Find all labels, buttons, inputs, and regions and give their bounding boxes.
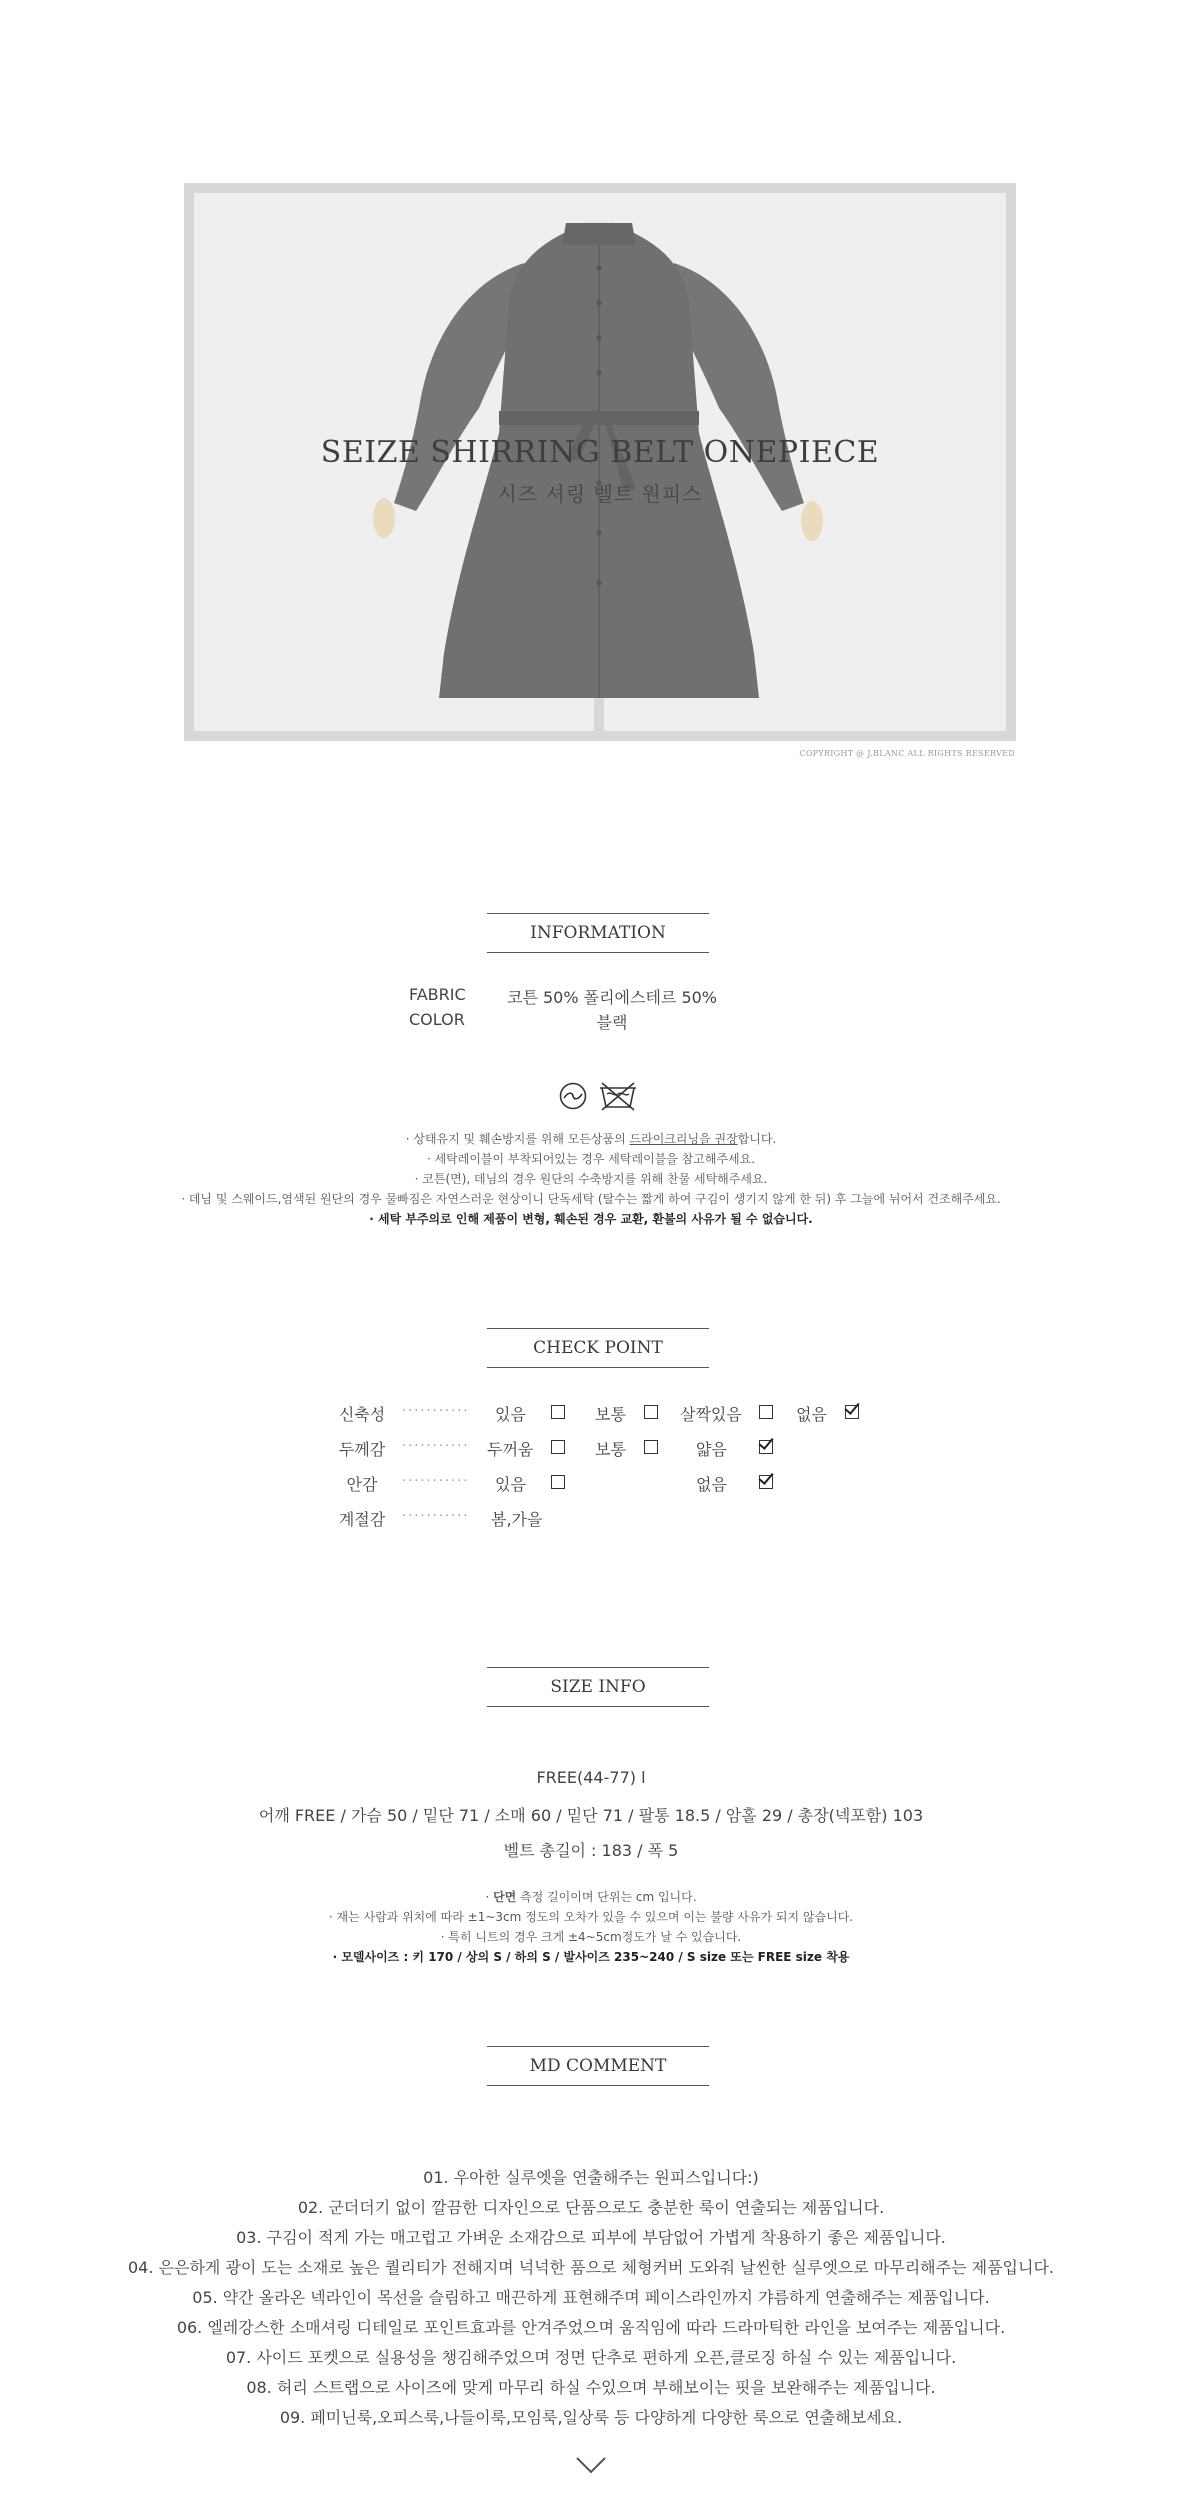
dots-separator: ··········· [402, 1474, 470, 1489]
checkbox[interactable] [551, 1405, 565, 1419]
md-comment-line: 07. 사이드 포켓으로 실용성을 챙김해주었으며 정면 단추로 편하게 오픈,클로징 하실 수 있는 제품입니다. [225, 2348, 957, 2367]
size-measurements: 어깨 FREE / 가슴 50 / 밑단 71 / 소매 60 / 밑단 71 / 팔통 18.5 / 암홀 29 / 총장(넥포함) 103 [258, 1806, 924, 1825]
lining-label: 안감 [346, 1475, 378, 1494]
checkbox[interactable] [644, 1440, 658, 1454]
belt-size: 벨트 총길이 : 183 / 폭 5 [503, 1841, 679, 1860]
option-label: 보통 [595, 1405, 626, 1424]
size-note-1: · 단면 측정 길이이며 단위는 cm 입니다. [485, 1890, 697, 1904]
checkbox-checked[interactable] [845, 1405, 859, 1419]
size-info-heading: SIZE INFO [487, 1667, 709, 1707]
fabric-label: FABRIC [409, 985, 466, 1004]
option-label: 있음 [495, 1405, 526, 1424]
checkbox[interactable] [759, 1405, 773, 1419]
md-comment-line: 05. 약간 올라온 넥라인이 목선을 슬림하고 매끈하게 표현해주며 페이스라인까지 갸름하게 연출해주는 제품입니다. [192, 2288, 990, 2307]
copyright-text: COPYRIGHT @ J.BLANC ALL RIGHTS RESERVED [799, 749, 1015, 758]
information-heading: INFORMATION [487, 913, 709, 953]
care-warning: · 세탁 부주의로 인해 제품이 변형, 훼손된 경우 교환, 환불의 사유가 될 수 없습니다. [369, 1212, 813, 1226]
size-note-3: · 특히 니트의 경우 크게 ±4~5cm정도가 날 수 있습니다. [440, 1930, 742, 1944]
care-note-4: · 데님 및 스웨이드,염색된 원단의 경우 물빠짐은 자연스러운 현상이니 단독세탁 (탈수는 짧게 하여 구김이 생기지 않게 한 뒤) 후 그늘에 뉘어서 건조해주세요. [181, 1192, 1001, 1206]
md-comment-line: 06. 엘레강스한 소매셔링 디테일로 포인트효과를 안겨주었으며 움직임에 따라 드라마틱한 라인을 보여주는 제품입니다. [176, 2318, 1006, 2337]
md-comment-line: 04. 은은하게 광이 도는 소재로 높은 퀄리티가 전해지며 넉넉한 품으로 체형커버 도와줘 날씬한 실루엣으로 마무리해주는 제품입니다. [128, 2258, 1054, 2277]
checkbox[interactable] [551, 1440, 565, 1454]
no-water-wash-icon [598, 1080, 638, 1112]
hero-subtitle: 시즈 셔링 벨트 원피스 [497, 482, 703, 506]
md-comment-line: 02. 군더더기 없이 깔끔한 디자인으로 단품으로도 충분한 룩이 연출되는 제품입니다. [297, 2198, 885, 2217]
dots-separator: ··········· [402, 1509, 470, 1524]
size-title: FREE(44-77) l [536, 1768, 646, 1787]
md-comment-line: 08. 허리 스트랩으로 사이즈에 맞게 마무리 하실 수있으며 부해보이는 핏을 보완해주는 제품입니다. [246, 2378, 936, 2397]
fabric-value: 코튼 50% 폴리에스테르 50% [506, 988, 718, 1007]
option-label: 있음 [495, 1475, 526, 1494]
elasticity-label: 신축성 [338, 1405, 386, 1424]
checkbox-checked[interactable] [759, 1475, 773, 1489]
check-point-heading: CHECK POINT [487, 1328, 709, 1368]
hero-backdrop [194, 193, 1006, 731]
md-comment-line: 01. 우아한 실루엣을 연출해주는 원피스입니다:) [423, 2168, 759, 2187]
dots-separator: ··········· [402, 1404, 470, 1419]
dots-separator: ··········· [402, 1439, 470, 1454]
option-label: 얇음 [696, 1440, 727, 1459]
md-comment-line: 09. 페미닌룩,오피스룩,나들이룩,모임룩,일상룩 등 다양하게 다양한 룩으로 연출해보세요. [279, 2408, 903, 2427]
thickness-label: 두께감 [338, 1440, 386, 1459]
color-value: 블랙 [596, 1013, 628, 1032]
checkbox[interactable] [644, 1405, 658, 1419]
model-size: · 모델사이즈 : 키 170 / 상의 S / 하의 S / 발사이즈 235~240 / S size 또는 FREE size 착용 [332, 1950, 850, 1964]
chevron-down-icon[interactable] [575, 2455, 607, 2475]
option-label: 두꺼움 [487, 1440, 534, 1459]
checkbox[interactable] [551, 1475, 565, 1489]
hero-title: SEIZE SHIRRING BELT ONEPIECE [320, 435, 880, 470]
care-note-1: · 상태유지 및 훼손방지를 위해 모든상품의 드라이크리닝을 권장합니다. [405, 1132, 777, 1146]
season-label: 계절감 [338, 1510, 386, 1529]
size-note-2: · 재는 사람과 위치에 따라 ±1~3cm 정도의 오차가 있을 수 있으며 이는 불량 사유가 되지 않습니다. [328, 1910, 854, 1924]
hero-image [184, 183, 1016, 741]
season-value: 봄,가을 [491, 1510, 543, 1529]
care-note-3: · 코튼(면), 데님의 경우 원단의 수축방지를 위해 찬물 세탁해주세요. [414, 1172, 768, 1186]
md-comment-heading: MD COMMENT [487, 2046, 709, 2086]
option-label: 살짝있음 [680, 1405, 742, 1424]
option-label: 보통 [595, 1440, 626, 1459]
option-label: 없음 [696, 1475, 727, 1494]
md-comment-line: 03. 구김이 적게 가는 매고럽고 가벼운 소재감으로 피부에 부담없어 가볍게 착용하기 좋은 제품입니다. [236, 2228, 946, 2247]
hand-wash-icon [558, 1081, 588, 1111]
checkbox-checked[interactable] [759, 1440, 773, 1454]
care-note-2: · 세탁레이블이 부착되어있는 경우 세탁레이블을 참고해주세요. [426, 1152, 756, 1166]
option-label: 없음 [796, 1405, 827, 1424]
color-label: COLOR [409, 1010, 465, 1029]
